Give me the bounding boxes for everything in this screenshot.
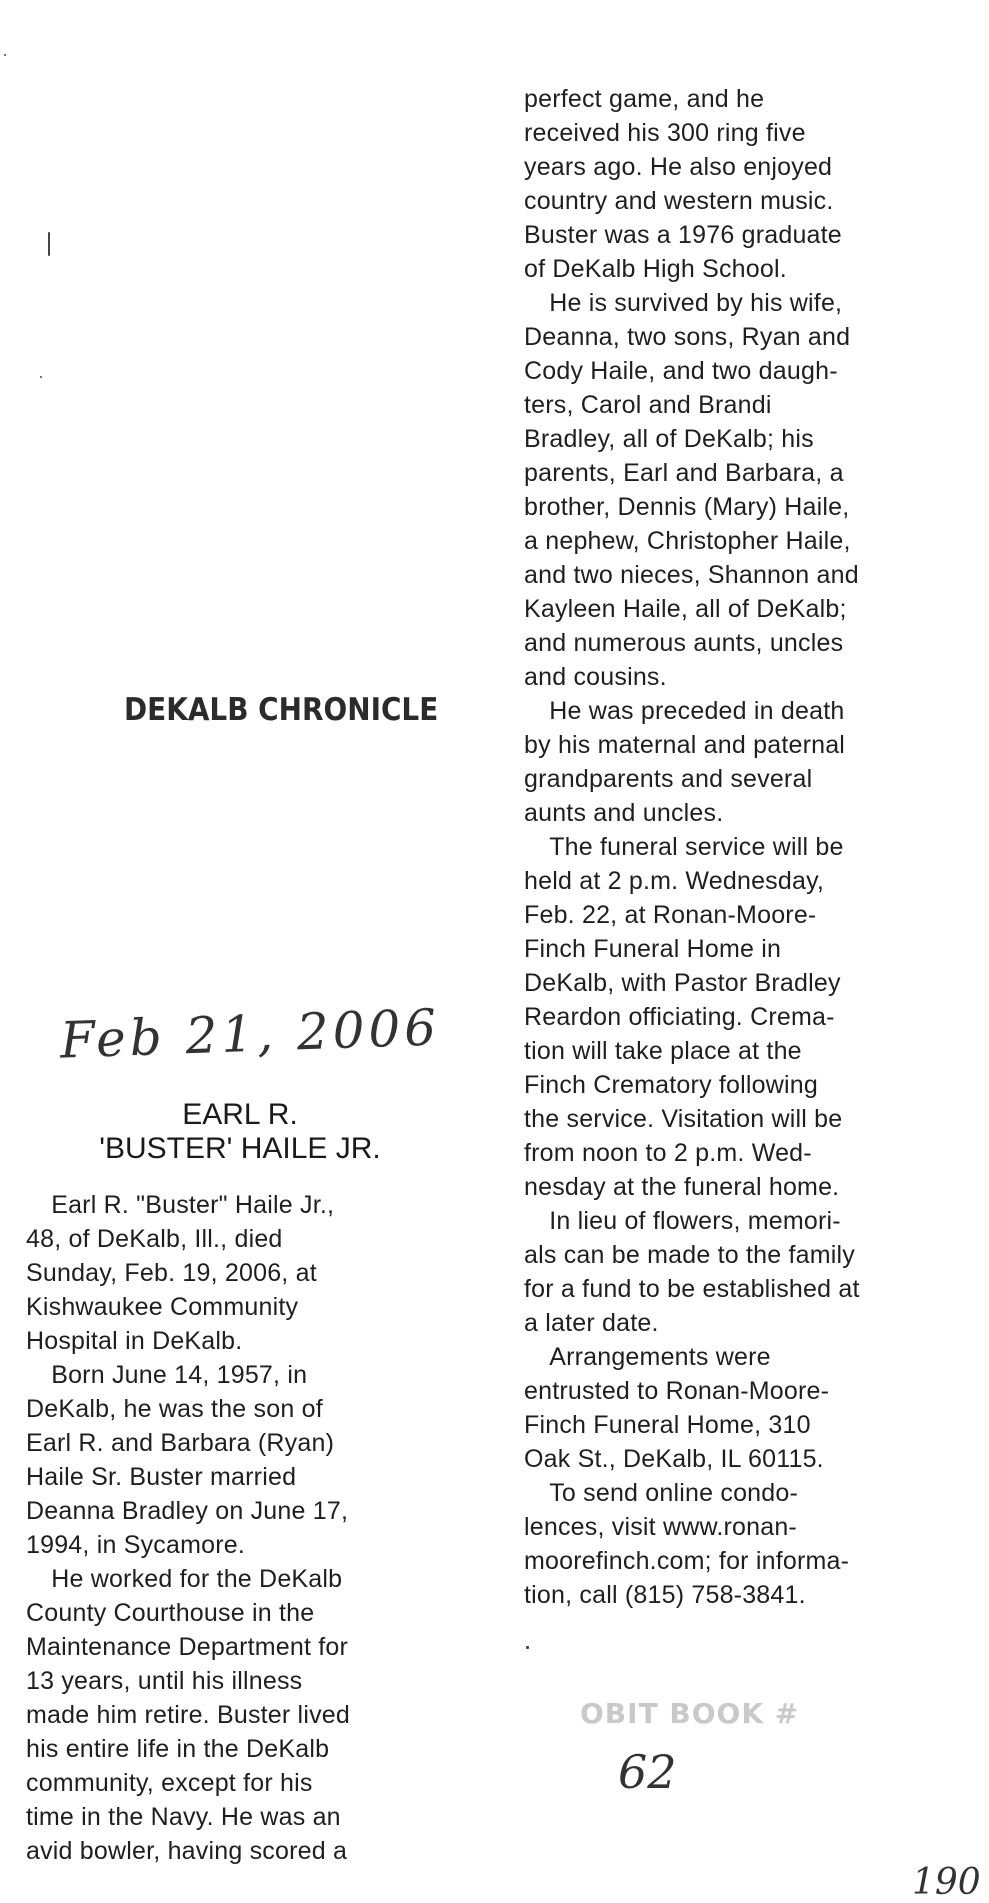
headline-nickname: 'BUSTER' HAILE JR. xyxy=(99,1132,381,1165)
text-line: Kayleen Haile, all of DeKalb; xyxy=(524,595,847,623)
text-line: by his maternal and paternal xyxy=(524,731,846,759)
text-line: Feb. 22, at Ronan-Moore- xyxy=(524,901,817,929)
text-line: Deanna Bradley on June 17, xyxy=(26,1497,349,1525)
text-line: Reardon officiating. Crema- xyxy=(524,1003,835,1031)
text-line: tion will take place at the xyxy=(524,1037,802,1065)
text-line: time in the Navy. He was an xyxy=(26,1803,341,1831)
text-line: Maintenance Department for xyxy=(26,1633,349,1661)
text-line: Kishwaukee Community xyxy=(26,1293,299,1321)
text-line: County Courthouse in the xyxy=(26,1599,315,1627)
text-line: Haile Sr. Buster married xyxy=(26,1463,297,1491)
text-line: moorefinch.com; for informa- xyxy=(524,1547,850,1575)
text-line: community, except for his xyxy=(26,1769,313,1797)
text-line: 13 years, until his illness xyxy=(26,1667,303,1695)
source-stamp: DEKALB CHRONICLE xyxy=(124,692,439,728)
text-line: entrusted to Ronan-Moore- xyxy=(524,1377,830,1405)
text-line: The funeral service will be xyxy=(524,833,844,861)
text-line: In lieu of flowers, memori- xyxy=(524,1207,841,1235)
text-line: perfect game, and he xyxy=(524,85,765,113)
text-line: He was preceded in death xyxy=(524,697,845,725)
text-line: Earl R. "Buster" Haile Jr., xyxy=(26,1191,335,1219)
text-line: a later date. xyxy=(524,1309,659,1337)
text-line: years ago. He also enjoyed xyxy=(524,153,833,181)
text-line: He is survived by his wife, xyxy=(524,289,843,317)
text-line: 48, of DeKalb, Ill., died xyxy=(26,1225,283,1253)
handwritten-date: Feb 21, 2006 xyxy=(59,998,442,1070)
text-line: Bradley, all of DeKalb; his xyxy=(524,425,814,453)
right-column-text xyxy=(524,82,860,1612)
obit-book-number: 62 xyxy=(618,1745,677,1799)
text-line: and numerous aunts, uncles xyxy=(524,629,844,657)
text-line: Finch Funeral Home, 310 xyxy=(524,1411,811,1439)
text-line: To send online condo- xyxy=(524,1479,799,1507)
text-line: received his 300 ring five xyxy=(524,119,806,147)
text-line: Deanna, two sons, Ryan and xyxy=(524,323,851,351)
text-line: the service. Visitation will be xyxy=(524,1105,843,1133)
obit-book-stamp: OBIT BOOK # xyxy=(580,1697,800,1730)
text-line: lences, visit www.ronan- xyxy=(524,1513,797,1541)
text-line: his entire life in the DeKalb xyxy=(26,1735,330,1763)
text-line: grandparents and several xyxy=(524,765,813,793)
text-line: als can be made to the family xyxy=(524,1241,855,1269)
text-line: Cody Haile, and two daugh- xyxy=(524,357,838,385)
text-line: held at 2 p.m. Wednesday, xyxy=(524,867,825,895)
text-line: 1994, in Sycamore. xyxy=(26,1531,245,1559)
text-line: and cousins. xyxy=(524,663,667,691)
text-line: Oak St., DeKalb, IL 60115. xyxy=(524,1445,824,1473)
text-line: for a fund to be established at xyxy=(524,1275,860,1303)
text-line: a nephew, Christopher Haile, xyxy=(524,527,851,555)
text-line: Arrangements were xyxy=(524,1343,771,1371)
scan-speck xyxy=(40,376,42,378)
corner-handwriting: 190 xyxy=(912,1862,981,1903)
text-line: Born June 14, 1957, in xyxy=(26,1361,308,1389)
headline-name: EARL R. xyxy=(182,1098,298,1131)
text-line: Sunday, Feb. 19, 2006, at xyxy=(26,1259,317,1287)
text-line: Finch Crematory following xyxy=(524,1071,818,1099)
text-line: and two nieces, Shannon and xyxy=(524,561,859,589)
text-line: nesday at the funeral home. xyxy=(524,1173,840,1201)
scan-speck xyxy=(4,54,6,56)
text-line: aunts and uncles. xyxy=(524,799,724,827)
text-line: Earl R. and Barbara (Ryan) xyxy=(26,1429,335,1457)
left-column-text xyxy=(26,1188,350,1868)
text-line: brother, Dennis (Mary) Haile, xyxy=(524,493,850,521)
text-line: DeKalb, he was the son of xyxy=(26,1395,323,1423)
text-line: avid bowler, having scored a xyxy=(26,1837,348,1865)
scan-mark xyxy=(48,232,50,256)
text-line: He worked for the DeKalb xyxy=(26,1565,343,1593)
text-line: Finch Funeral Home in xyxy=(524,935,782,963)
text-line: of DeKalb High School. xyxy=(524,255,787,283)
obituary-headline xyxy=(40,1098,440,1166)
text-line: from noon to 2 p.m. Wed- xyxy=(524,1139,812,1167)
text-line: country and western music. xyxy=(524,187,834,215)
text-line: Buster was a 1976 graduate xyxy=(524,221,842,249)
text-line: parents, Earl and Barbara, a xyxy=(524,459,844,487)
text-line: made him retire. Buster lived xyxy=(26,1701,350,1729)
text-line: ters, Carol and Brandi xyxy=(524,391,772,419)
text-line: tion, call (815) 758-3841. xyxy=(524,1581,806,1609)
text-line: DeKalb, with Pastor Bradley xyxy=(524,969,841,997)
text-line: Hospital in DeKalb. xyxy=(26,1327,243,1355)
scan-speck xyxy=(526,1646,529,1649)
